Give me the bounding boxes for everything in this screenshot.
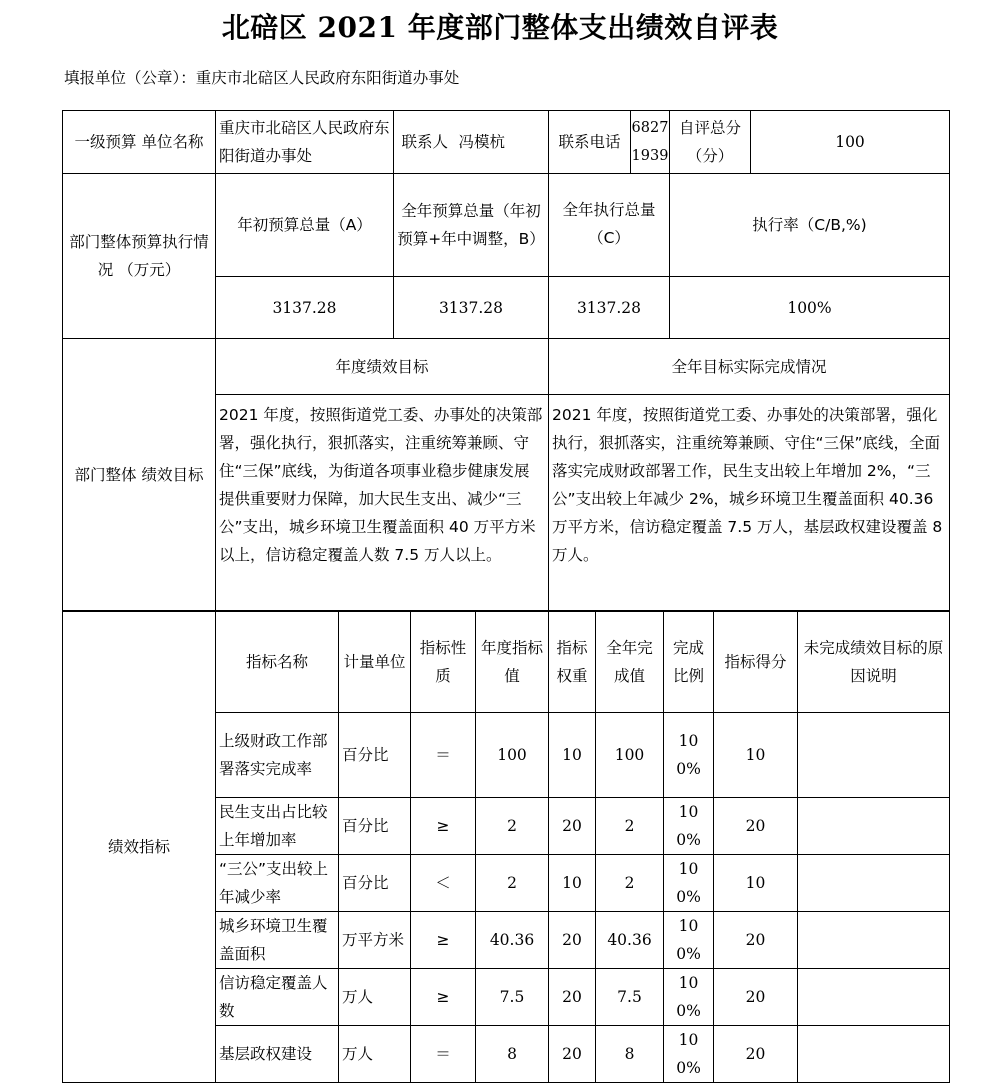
indicator-unit: 万平方米 [339, 912, 411, 969]
indicator-target: 2 [476, 798, 549, 855]
annual-goal-label: 年度绩效目标 [216, 339, 549, 395]
indicator-reason [798, 969, 950, 1026]
indicator-weight: 20 [549, 912, 596, 969]
score-value: 100 [751, 111, 950, 174]
annual-goal-text: 2021 年度，按照街道党工委、办事处的决策部署，强化执行，狠抓落实，注重统筹兼顾、守住“三保”底线，为街道各项事业稳步健康发展提供重要财力保障，加大民生支出、减少“三公”支出，城乡环境卫生覆盖面积 40 万平方米以上，信访稳定覆盖人数 7.5 万人以上。 [216, 395, 549, 611]
indicator-weight: 20 [549, 969, 596, 1026]
indicator-nature: ＝ [411, 713, 476, 798]
indicator-weight: 20 [549, 1026, 596, 1083]
reporting-unit-line: 填报单位（公章）：重庆市北碚区人民政府东阳街道办事处 [64, 69, 460, 87]
indicator-score: 20 [714, 798, 798, 855]
budget-unit-label: 一级预算 单位名称 [63, 111, 216, 174]
indicator-target: 8 [476, 1026, 549, 1083]
contact-value: 冯模杭 [456, 111, 549, 174]
indicator-name: 信访稳定覆盖人数 [216, 969, 339, 1026]
indicator-target: 7.5 [476, 969, 549, 1026]
indicator-weight: 20 [549, 798, 596, 855]
summary-table [62, 110, 950, 611]
indicator-ratio: 100% [664, 912, 714, 969]
budget-row-label: 部门整体预算执行情况 （万元） [63, 174, 216, 339]
indicator-name: 民生支出占比较上年增加率 [216, 798, 339, 855]
indicator-name: “三公”支出较上年减少率 [216, 855, 339, 912]
header-ratio: 完成比例 [664, 612, 714, 713]
indicator-unit: 百分比 [339, 713, 411, 798]
header-indicator-name: 指标名称 [216, 612, 339, 713]
budget-unit-value: 重庆市北碚区人民政府东阳街道办事处 [216, 111, 394, 174]
indicator-nature: ＝ [411, 1026, 476, 1083]
budget-col-a: 年初预算总量（A） [216, 174, 394, 277]
actual-goal-text: 2021 年度，按照街道党工委、办事处的决策部署，强化执行，狠抓落实，注重统筹兼顾、守住“三保”底线，全面落实完成财政部署工作，民生支出较上年增加 2%，“三公”支出较上年减少 2%，城乡环境卫生覆盖面积 40.36 万平方米，信访稳定覆盖 7.5 万人，基层政权建设覆盖 8 万人。 [549, 395, 950, 611]
indicator-name: 城乡环境卫生覆盖面积 [216, 912, 339, 969]
indicators-row-label: 绩效指标 [63, 612, 216, 1083]
indicator-weight: 10 [549, 855, 596, 912]
indicator-ratio: 100% [664, 798, 714, 855]
indicator-unit: 万人 [339, 1026, 411, 1083]
indicator-target: 100 [476, 713, 549, 798]
indicator-score: 20 [714, 969, 798, 1026]
indicator-score: 10 [714, 713, 798, 798]
indicator-reason [798, 1026, 950, 1083]
indicators-table [62, 611, 950, 1083]
indicator-ratio: 100% [664, 713, 714, 798]
indicator-reason [798, 798, 950, 855]
indicator-nature: ≥ [411, 912, 476, 969]
budget-val-a: 3137.28 [216, 277, 394, 339]
indicator-nature: ≥ [411, 798, 476, 855]
header-score: 指标得分 [714, 612, 798, 713]
indicator-ratio: 100% [664, 1026, 714, 1083]
indicator-score: 20 [714, 912, 798, 969]
score-label: 自评总分（分） [670, 111, 751, 174]
goals-row-label: 部门整体 绩效目标 [63, 339, 216, 611]
header-target: 年度指标值 [476, 612, 549, 713]
budget-val-b: 3137.28 [394, 277, 549, 339]
indicator-actual: 8 [596, 1026, 664, 1083]
indicator-reason [798, 855, 950, 912]
header-weight: 指标权重 [549, 612, 596, 713]
budget-col-c: 全年执行总量（C） [549, 174, 670, 277]
phone-label: 联系电话 [549, 111, 631, 174]
indicator-ratio: 100% [664, 969, 714, 1026]
budget-val-c: 3137.28 [549, 277, 670, 339]
indicator-score: 10 [714, 855, 798, 912]
header-nature: 指标性质 [411, 612, 476, 713]
budget-col-rate: 执行率（C/B,%) [670, 174, 950, 277]
indicator-actual: 2 [596, 798, 664, 855]
indicator-weight: 10 [549, 713, 596, 798]
budget-col-b: 全年预算总量（年初预算+年中调整，B） [394, 174, 549, 277]
header-actual: 全年完成值 [596, 612, 664, 713]
header-reason: 未完成绩效目标的原因说明 [798, 612, 950, 713]
indicator-unit: 百分比 [339, 798, 411, 855]
indicator-actual: 7.5 [596, 969, 664, 1026]
actual-goal-label: 全年目标实际完成情况 [549, 339, 950, 395]
indicator-nature: ≥ [411, 969, 476, 1026]
indicator-ratio: 100% [664, 855, 714, 912]
indicator-target: 40.36 [476, 912, 549, 969]
indicator-actual: 2 [596, 855, 664, 912]
phone-value: 68271939 [631, 111, 670, 174]
indicator-name: 基层政权建设 [216, 1026, 339, 1083]
indicator-score: 20 [714, 1026, 798, 1083]
indicator-reason [798, 912, 950, 969]
header-unit: 计量单位 [339, 612, 411, 713]
indicator-actual: 100 [596, 713, 664, 798]
indicator-unit: 百分比 [339, 855, 411, 912]
page-title: 北碚区 2021 年度部门整体支出绩效自评表 [221, 11, 779, 44]
contact-label: 联系人 [394, 111, 456, 174]
indicator-unit: 万人 [339, 969, 411, 1026]
indicator-actual: 40.36 [596, 912, 664, 969]
indicator-reason [798, 713, 950, 798]
indicator-name: 上级财政工作部署落实完成率 [216, 713, 339, 798]
indicator-target: 2 [476, 855, 549, 912]
budget-val-rate: 100% [670, 277, 950, 339]
indicator-nature: ＜ [411, 855, 476, 912]
